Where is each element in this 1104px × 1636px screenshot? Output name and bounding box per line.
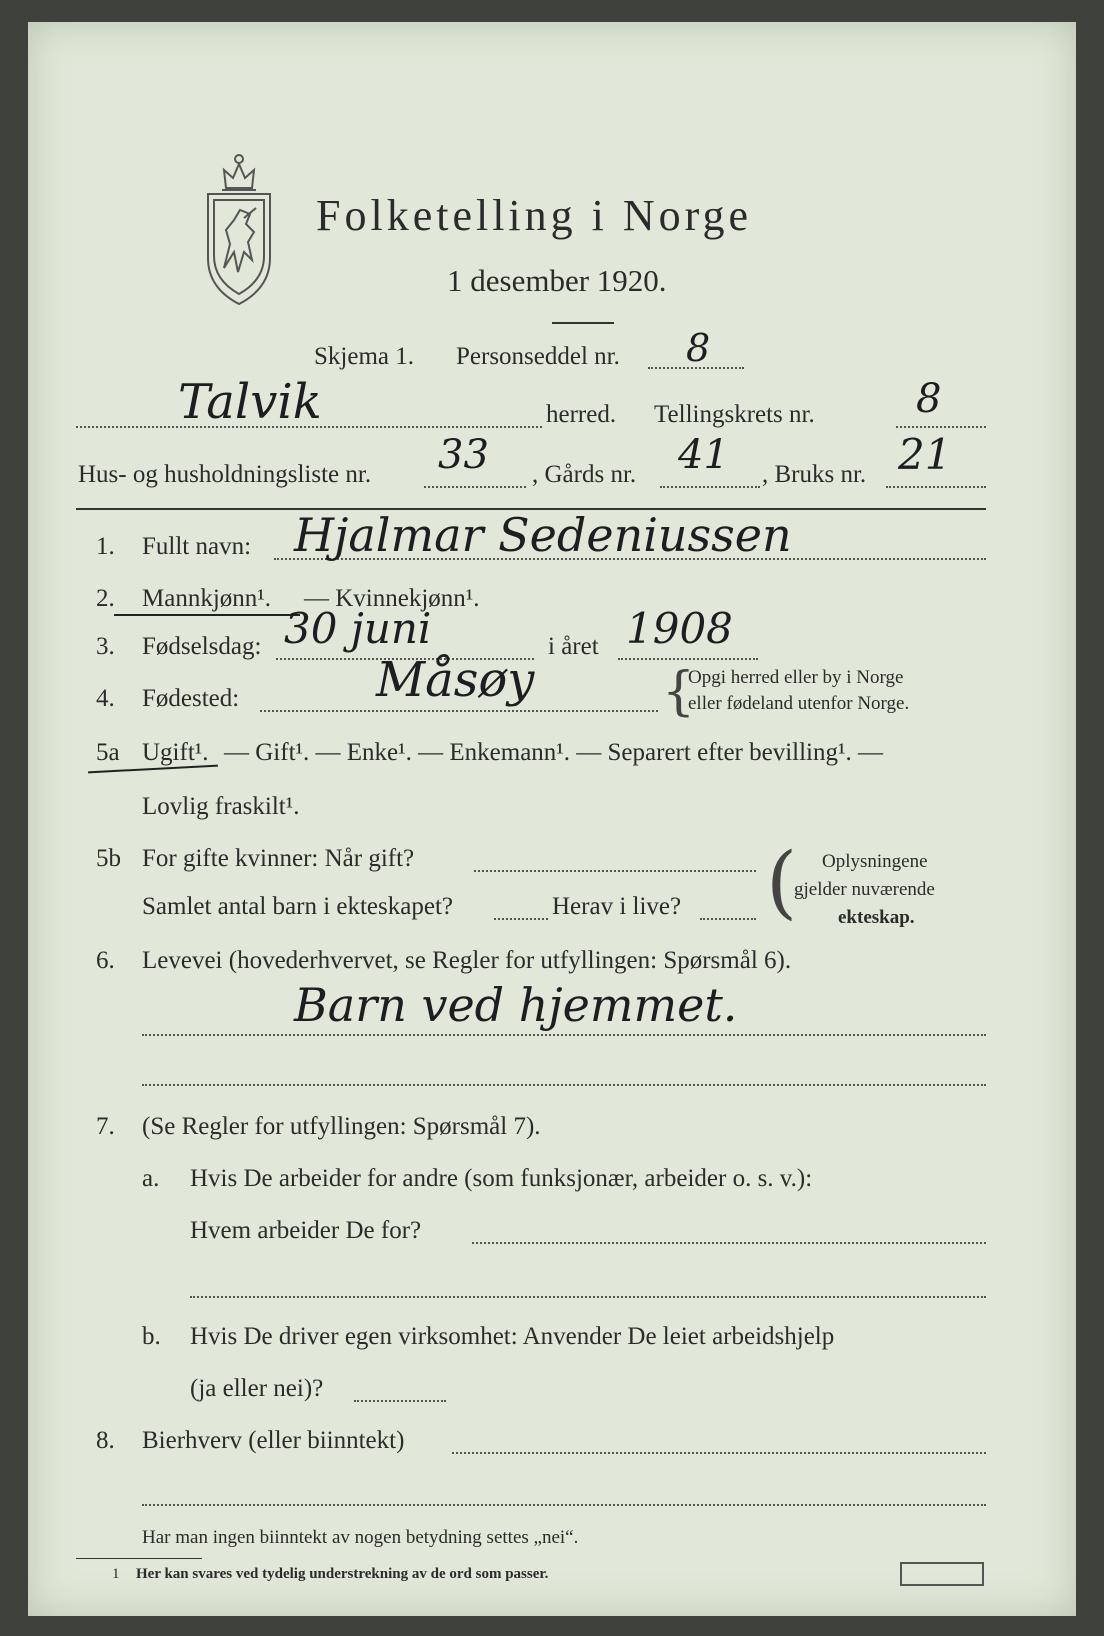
- q6-number: 6.: [96, 947, 115, 974]
- q8-label: Bierhverv (eller biinntekt): [142, 1427, 405, 1454]
- occupation-value[interactable]: Barn ved hjemmet.: [294, 978, 738, 1032]
- q4-note-line1: Opgi herred eller by i Norge: [688, 667, 904, 688]
- gards-label: , Gårds nr.: [532, 461, 637, 488]
- tellingskrets-value[interactable]: 8: [916, 376, 942, 422]
- q4-number: 4.: [96, 685, 115, 712]
- page-title: Folketelling i Norge: [316, 191, 753, 240]
- footer-note: Har man ingen biinntekt av nogen betydning settes „nei“.: [142, 1527, 579, 1548]
- q8-number: 8.: [96, 1427, 115, 1454]
- q7b-text: Hvis De driver egen virksomhet: Anvender De leiet arbeidshjelp: [190, 1323, 835, 1350]
- side-income-field[interactable]: [452, 1452, 986, 1454]
- marital-unmarried-option[interactable]: Ugift¹.: [142, 739, 209, 766]
- footer-divider: [76, 1558, 202, 1559]
- q7b-letter: b.: [142, 1323, 161, 1350]
- q4-label: Fødested:: [142, 685, 240, 712]
- bruks-label: , Bruks nr.: [762, 461, 867, 488]
- employer-line2-field[interactable]: [190, 1296, 986, 1298]
- marital-other-options[interactable]: — Gift¹. — Enke¹. — Enkemann¹. — Separert efter bevilling¹. —: [224, 739, 883, 766]
- birthplace-value[interactable]: Måsøy: [376, 652, 535, 708]
- q5b-label: For gifte kvinner: Når gift?: [142, 845, 415, 872]
- q3-number: 3.: [96, 633, 115, 660]
- q6-label: Levevei (hovederhvervet, se Regler for utfyllingen: Spørsmål 6).: [142, 947, 792, 974]
- q5b-note-line2: gjelder nuværende: [794, 879, 935, 900]
- birth-year-value[interactable]: 1908: [626, 604, 733, 653]
- gender-male-underline: [114, 614, 300, 616]
- husliste-label: Hus- og husholdningsliste nr.: [78, 461, 372, 488]
- q5b-note-line3: ekteskap.: [838, 907, 915, 928]
- hired-help-field[interactable]: [354, 1400, 446, 1402]
- footnote-number: 1: [112, 1566, 120, 1582]
- occupation-line2-field[interactable]: [142, 1084, 986, 1086]
- title-divider: [552, 322, 614, 324]
- children-count-label: Samlet antal barn i ekteskapet?: [142, 893, 453, 920]
- q1-label: Fullt navn:: [142, 533, 252, 560]
- personseddel-value[interactable]: 8: [686, 326, 711, 370]
- gards-value[interactable]: 41: [678, 432, 729, 478]
- coat-of-arms-icon: [200, 148, 278, 308]
- children-alive-field[interactable]: [700, 918, 756, 920]
- children-count-field[interactable]: [494, 918, 548, 920]
- q7a-letter: a.: [142, 1165, 160, 1192]
- printer-stamp: [900, 1562, 984, 1586]
- herred-label: herred.: [546, 401, 617, 428]
- marriage-date-field[interactable]: [474, 870, 756, 872]
- q7-label: (Se Regler for utfyllingen: Spørsmål 7).: [142, 1113, 541, 1140]
- tellingskrets-label: Tellingskrets nr.: [654, 401, 815, 428]
- q5a-number: 5a: [96, 739, 120, 766]
- gender-female-option[interactable]: — Kvinnekjønn¹.: [304, 585, 480, 612]
- side-income-line2-field[interactable]: [142, 1504, 986, 1506]
- employer-field[interactable]: [472, 1242, 986, 1244]
- children-alive-label: Herav i live?: [552, 893, 682, 920]
- bruks-value[interactable]: 21: [898, 430, 952, 479]
- census-form-sheet: Folketelling i Norge 1 desember 1920. Skjema 1. Personseddel nr. 8 Talvik herred. Tellingskrets nr. 8 Hus- og husholdningsliste nr. 33 , Gårds nr. 41 , Bruks nr. 21 1. Fullt navn: Hjalmar Sedeniussen 2. Mannkjønn¹. — Kvinnekjønn¹. 3. Fødselsdag: 30 juni i året 1908 4. Fødested: Måsøy { Opgi herred eller by i Norge eller fødeland utenfor Norge. 5a Ugift¹. — Gift¹. — Enke¹. — Enkemann¹. — Separert efter bevilling¹. — Lovlig fraskilt¹. 5b For gifte kvinner: Når gift? Samlet antal barn i ekteskapet? Herav i live? ( Oplysningene gjelder nuværende ekteskap. 6. Levevei (hovederhvervet, se Regler for utfyllingen: Spørsmål 6). Barn ved hjemmet. 7. (Se Regler for utfyllingen: Spørsmål 7). a. Hvis De arbeider for andre (som funksjonær, arbeider o. s. v.): Hvem arbeider De for? b. Hvis De driver egen virksomhet: Anvender De leiet arbeidshjelp (ja eller nei)? 8. Bierhverv (eller biinntekt) Har man ingen biinntekt av nogen betydning settes „nei“. 1 Her kan svares ved tydelig understrekning av de ord som passer.: [28, 22, 1076, 1616]
- birthdate-value[interactable]: 30 juni: [284, 604, 432, 653]
- q3-year-label: i året: [548, 633, 599, 660]
- skjema-label: Skjema 1.: [314, 343, 414, 370]
- marital-divorced-option[interactable]: Lovlig fraskilt¹.: [142, 793, 300, 820]
- q1-number: 1.: [96, 533, 115, 560]
- personseddel-label: Personseddel nr.: [456, 343, 620, 370]
- q7a-text: Hvis De arbeider for andre (som funksjonær, arbeider o. s. v.):: [190, 1165, 813, 1192]
- herred-value[interactable]: Talvik: [178, 374, 322, 430]
- census-date: 1 desember 1920.: [447, 263, 667, 298]
- full-name-value[interactable]: Hjalmar Sedeniussen: [294, 508, 792, 562]
- q5b-number: 5b: [96, 845, 121, 872]
- husliste-value[interactable]: 33: [438, 432, 489, 478]
- q5b-note-line1: Oplysningene: [822, 851, 928, 872]
- gender-male-option[interactable]: Mannkjønn¹.: [142, 585, 272, 612]
- q3-label: Fødselsdag:: [142, 633, 262, 660]
- q2-number: 2.: [96, 585, 115, 612]
- q7-number: 7.: [96, 1113, 115, 1140]
- q7a-question: Hvem arbeider De for?: [190, 1217, 422, 1244]
- footnote-text: Her kan svares ved tydelig understrekning av de ord som passer.: [136, 1566, 549, 1582]
- q4-note-line2: eller fødeland utenfor Norge.: [688, 693, 910, 714]
- q7b-question: (ja eller nei)?: [190, 1375, 324, 1402]
